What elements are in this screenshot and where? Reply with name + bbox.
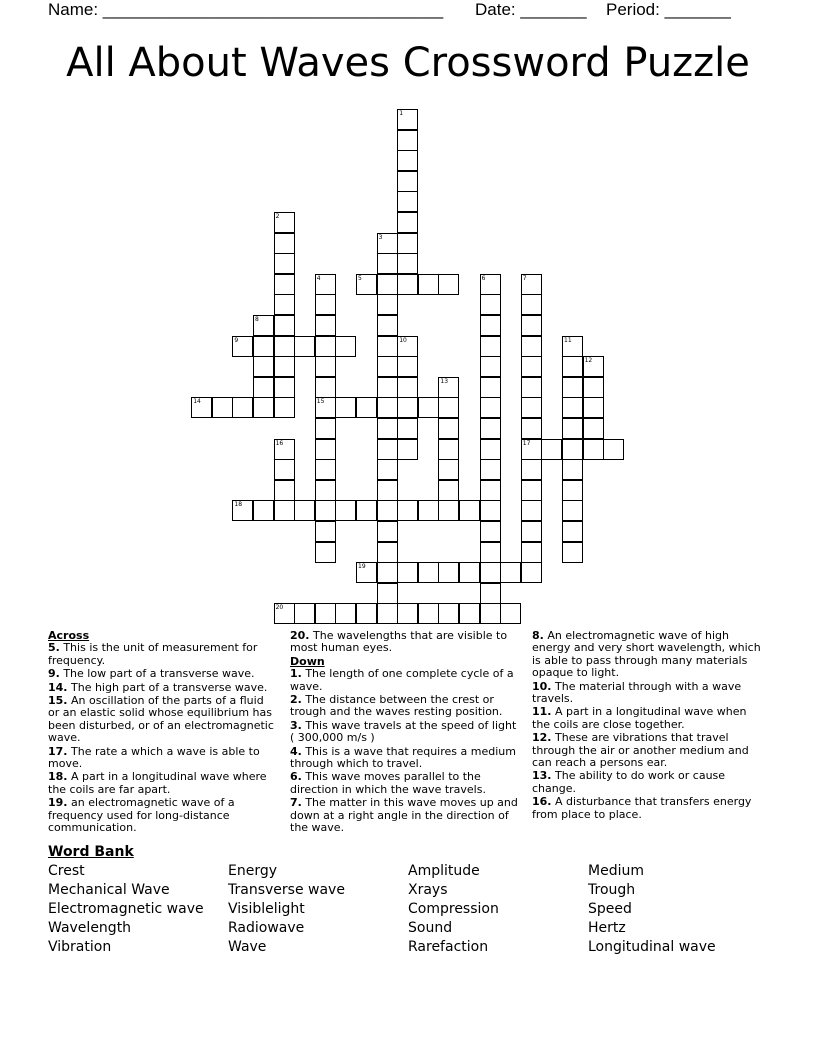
grid-cell[interactable] (335, 336, 356, 357)
word-bank-item: Wave (228, 939, 267, 955)
grid-cell[interactable] (377, 439, 398, 460)
grid-cell[interactable] (377, 397, 398, 418)
grid-cell[interactable] (562, 500, 583, 521)
grid-cell[interactable] (521, 418, 542, 439)
clue-number: 8 (255, 316, 259, 323)
grid-cell[interactable] (315, 480, 336, 501)
grid-cell[interactable] (480, 315, 501, 336)
grid-cell[interactable] (274, 233, 295, 254)
grid-cell[interactable] (521, 562, 542, 583)
period-label[interactable]: Period: _______ (606, 0, 731, 19)
grid-cell[interactable] (521, 397, 542, 418)
grid-cell[interactable] (377, 521, 398, 542)
clue-number: 4 (316, 274, 321, 282)
grid-cell[interactable] (274, 459, 295, 480)
clue-number: 12 (584, 357, 593, 365)
grid-cell[interactable] (438, 459, 459, 480)
clue-text: An electromagnetic wave of high energy and very short wavelength, which is able to pass through many materials opaque to light. (532, 629, 761, 680)
grid-cell[interactable] (480, 377, 501, 398)
word-bank-item: Energy (228, 863, 278, 879)
grid-cell[interactable] (480, 542, 501, 563)
word-bank-item: Rarefaction (408, 939, 489, 955)
grid-cell[interactable] (562, 356, 583, 377)
word-bank-item: Medium (588, 863, 644, 879)
grid-cell[interactable] (480, 356, 501, 377)
grid-cell[interactable] (377, 336, 398, 357)
grid-cell[interactable] (253, 315, 274, 336)
grid-cell[interactable] (480, 418, 501, 439)
clue-down-6 (290, 771, 522, 796)
clue-number-label: 13. (532, 769, 552, 783)
grid-cell[interactable] (377, 274, 398, 295)
clue-down-3 (290, 720, 522, 745)
grid-cell[interactable] (583, 356, 604, 377)
clue-down-8 (532, 630, 764, 680)
grid-cell[interactable] (562, 418, 583, 439)
grid-cell[interactable] (397, 233, 418, 254)
clue-text: A disturbance that transfers energy from place to place. (532, 795, 752, 821)
grid-cell[interactable] (377, 583, 398, 604)
grid-cell[interactable] (397, 336, 418, 357)
grid-cell[interactable] (438, 418, 459, 439)
grid-cell[interactable] (274, 274, 295, 295)
grid-cell[interactable] (480, 294, 501, 315)
across-heading: Across (48, 629, 90, 642)
grid-cell[interactable] (480, 583, 501, 604)
clue-number: 20 (275, 604, 284, 612)
grid-cell[interactable] (397, 500, 418, 521)
grid-cell[interactable] (253, 500, 274, 521)
grid-cell[interactable] (397, 171, 418, 192)
grid-cell[interactable] (480, 397, 501, 418)
clue-number: 6 (481, 274, 486, 282)
grid-cell[interactable] (438, 603, 459, 624)
grid-cell[interactable] (315, 294, 336, 315)
grid-cell[interactable] (397, 562, 418, 583)
grid-cell[interactable] (294, 603, 315, 624)
word-bank-item: Wavelength (48, 920, 132, 936)
grid-cell[interactable] (315, 418, 336, 439)
down-heading: Down (290, 654, 325, 668)
clue-text: an electromagnetic wave of a frequency used for long-distance communication. (48, 796, 235, 835)
grid-cell[interactable] (480, 500, 501, 521)
clue-across-20 (290, 630, 522, 655)
grid-cell[interactable] (274, 315, 295, 336)
clue-number: 9 (234, 336, 239, 344)
grid-cell[interactable] (232, 336, 253, 357)
word-bank-column (48, 862, 204, 957)
clue-across-14 (48, 682, 276, 694)
clue-number-label: 17. (48, 744, 68, 758)
clue-number-label: 1. (290, 667, 302, 681)
grid-cell[interactable] (274, 253, 295, 274)
clue-number-label: 14. (48, 680, 68, 694)
grid-cell[interactable] (480, 274, 501, 295)
grid-cell[interactable] (562, 336, 583, 357)
grid-cell[interactable] (274, 603, 295, 624)
clue-number: 5 (358, 274, 362, 282)
grid-cell[interactable] (294, 336, 315, 357)
grid-cell[interactable] (191, 397, 212, 418)
grid-cell[interactable] (315, 500, 336, 521)
grid-cell[interactable] (500, 562, 521, 583)
grid-cell[interactable] (603, 439, 624, 460)
clue-across-9 (48, 668, 276, 680)
clue-number: 19 (358, 563, 366, 571)
grid-cell[interactable] (315, 377, 336, 398)
clue-text: The high part of a transverse wave. (67, 680, 268, 694)
clue-number: 2 (275, 213, 280, 220)
clue-text: The distance between the crest or trough and the waves resting position. (290, 693, 503, 719)
word-bank-item: Crest (48, 863, 85, 879)
clue-text: A part in a longitudinal wave where the coils are far apart. (48, 770, 267, 796)
clue-number-label: 15. (48, 694, 68, 708)
grid-cell[interactable] (253, 336, 274, 357)
clue-number: 15 (316, 398, 325, 406)
clue-text: This is a wave that requires a medium through which to travel. (290, 744, 516, 771)
clue-across-19 (48, 797, 276, 834)
clue-number: 14 (193, 398, 201, 406)
grid-cell[interactable] (294, 500, 315, 521)
grid-cell[interactable] (438, 439, 459, 460)
grid-cell[interactable] (562, 542, 583, 563)
grid-cell[interactable] (397, 274, 418, 295)
clue-number: 18 (234, 501, 243, 509)
clue-text: An oscillation of the parts of a fluid or an elastic solid whose equilibrium has been disturbed, or of an electromagnetic wave. (48, 694, 274, 745)
clue-down-13 (532, 770, 764, 795)
word-bank-item: Visiblelight (228, 901, 305, 917)
grid-cell[interactable] (562, 397, 583, 418)
clue-number-label: 8. (532, 629, 544, 642)
word-bank-item: Hertz (588, 920, 626, 936)
grid-cell[interactable] (438, 377, 459, 398)
grid-cell[interactable] (418, 562, 439, 583)
grid-cell[interactable] (418, 603, 439, 624)
grid-cell[interactable] (583, 418, 604, 439)
grid-cell[interactable] (315, 439, 336, 460)
clue-number: 11 (564, 336, 572, 344)
grid-cell[interactable] (253, 377, 274, 398)
grid-cell[interactable] (377, 562, 398, 583)
clue-number: 1 (399, 110, 404, 117)
grid-cell[interactable] (253, 356, 274, 377)
grid-cell[interactable] (397, 212, 418, 233)
word-bank-item: Xrays (408, 882, 448, 898)
grid-cell[interactable] (274, 336, 295, 357)
clue-number: 16 (275, 439, 284, 447)
grid-cell[interactable] (315, 356, 336, 377)
clue-number-label: 20. (290, 629, 310, 642)
date-label[interactable]: Date: _______ (475, 0, 587, 19)
grid-cell[interactable] (459, 500, 480, 521)
grid-cell[interactable] (397, 377, 418, 398)
grid-cell[interactable] (315, 397, 336, 418)
grid-cell[interactable] (459, 603, 480, 624)
grid-cell[interactable] (397, 356, 418, 377)
clue-number-label: 11. (532, 705, 552, 719)
clue-number: 10 (399, 336, 407, 344)
clue-number: 7 (522, 274, 527, 282)
grid-cell[interactable] (521, 377, 542, 398)
grid-cell[interactable] (521, 294, 542, 315)
grid-cell[interactable] (438, 500, 459, 521)
grid-cell[interactable] (377, 377, 398, 398)
clue-number-label: 2. (290, 693, 302, 707)
grid-cell[interactable] (521, 336, 542, 357)
grid-cell[interactable] (356, 397, 377, 418)
grid-cell[interactable] (377, 459, 398, 480)
word-bank-column (228, 862, 345, 957)
grid-cell[interactable] (274, 356, 295, 377)
grid-cell[interactable] (418, 397, 439, 418)
grid-cell[interactable] (377, 500, 398, 521)
grid-cell[interactable] (397, 130, 418, 151)
clue-text: The length of one complete cycle of a wave. (290, 667, 514, 693)
word-bank-item: Speed (588, 901, 632, 917)
grid-cell[interactable] (274, 397, 295, 418)
clue-down-11 (532, 706, 764, 731)
grid-cell[interactable] (397, 418, 418, 439)
grid-cell[interactable] (377, 542, 398, 563)
clue-number-label: 4. (290, 744, 302, 758)
clue-down-16 (532, 796, 764, 821)
grid-cell[interactable] (480, 336, 501, 357)
clue-number-label: 9. (48, 667, 60, 681)
grid-cell[interactable] (315, 542, 336, 563)
clue-number-label: 6. (290, 770, 302, 784)
grid-cell[interactable] (356, 603, 377, 624)
grid-cell[interactable] (397, 191, 418, 212)
grid-cell[interactable] (397, 603, 418, 624)
grid-cell[interactable] (274, 480, 295, 501)
word-bank-item: Vibration (48, 939, 112, 955)
clue-number-label: 7. (290, 796, 302, 810)
grid-cell[interactable] (438, 397, 459, 418)
grid-cell[interactable] (438, 480, 459, 501)
clue-text: These are vibrations that travel through the air or another medium and can reach a persons ear. (532, 731, 749, 770)
grid-cell[interactable] (521, 356, 542, 377)
grid-cell[interactable] (480, 459, 501, 480)
clue-text: The material through with a wave travels. (532, 679, 742, 706)
grid-cell[interactable] (521, 500, 542, 521)
clue-number-label: 16. (532, 795, 552, 809)
grid-cell[interactable] (377, 603, 398, 624)
grid-cell[interactable] (335, 500, 356, 521)
grid-cell[interactable] (274, 212, 295, 233)
grid-cell[interactable] (521, 480, 542, 501)
word-bank-item: Transverse wave (228, 882, 345, 898)
grid-cell[interactable] (583, 439, 604, 460)
grid-cell[interactable] (315, 521, 336, 542)
word-bank-column (408, 862, 499, 957)
grid-cell[interactable] (274, 377, 295, 398)
grid-cell[interactable] (315, 336, 336, 357)
grid-cell[interactable] (583, 397, 604, 418)
grid-cell[interactable] (232, 500, 253, 521)
grid-cell[interactable] (418, 274, 439, 295)
name-label[interactable]: Name: ____________________________________ (48, 0, 444, 19)
grid-cell[interactable] (315, 274, 336, 295)
grid-cell[interactable] (315, 315, 336, 336)
clue-number-label: 10. (532, 679, 552, 693)
clue-across-5 (48, 642, 276, 667)
clue-number-label: 18. (48, 770, 68, 784)
grid-cell[interactable] (253, 397, 274, 418)
clue-text: The matter in this wave moves up and down at a right angle in the direction of the wave. (290, 796, 518, 835)
grid-cell[interactable] (438, 274, 459, 295)
grid-cell[interactable] (356, 274, 377, 295)
word-bank-item: Mechanical Wave (48, 882, 170, 898)
clue-number-label: 19. (48, 796, 68, 810)
grid-cell[interactable] (521, 274, 542, 295)
grid-cell[interactable] (562, 521, 583, 542)
clue-number-label: 3. (290, 718, 302, 732)
grid-cell[interactable] (562, 439, 583, 460)
clue-number: 17 (522, 439, 531, 447)
clue-text: The ability to do work or cause change. (532, 769, 726, 795)
clue-number-label: 12. (532, 731, 552, 745)
grid-cell[interactable] (356, 562, 377, 583)
word-bank-item: Compression (408, 901, 499, 917)
clue-number: 3 (378, 233, 383, 241)
word-bank-item: Amplitude (408, 863, 480, 879)
grid-cell[interactable] (438, 562, 459, 583)
word-bank-column (588, 862, 716, 957)
clue-text: This wave moves parallel to the direction in which the wave travels. (290, 770, 486, 796)
grid-cell[interactable] (562, 459, 583, 480)
clue-text: The rate a which a wave is able to move. (48, 744, 260, 771)
grid-cell[interactable] (562, 480, 583, 501)
clues-column-1 (48, 630, 276, 836)
grid-cell[interactable] (480, 439, 501, 460)
clue-text: This wave travels at the speed of light ( 300,000 m/s ) (290, 718, 517, 745)
clue-down-10 (532, 681, 764, 706)
grid-cell[interactable] (480, 562, 501, 583)
grid-cell[interactable] (541, 439, 562, 460)
word-bank-item: Trough (588, 882, 636, 898)
grid-cell[interactable] (356, 500, 377, 521)
clue-down-1 (290, 668, 522, 693)
grid-cell[interactable] (583, 377, 604, 398)
clue-across-15 (48, 695, 276, 745)
grid-cell[interactable] (212, 397, 233, 418)
word-bank-title: Word Bank (48, 844, 134, 860)
grid-cell[interactable] (397, 397, 418, 418)
grid-cell[interactable] (521, 521, 542, 542)
clue-text: This is the unit of measurement for frequency. (48, 641, 258, 667)
grid-cell[interactable] (397, 439, 418, 460)
page-title: All About Waves Crossword Puzzle (66, 40, 750, 86)
clue-down-4 (290, 746, 522, 771)
grid-cell[interactable] (459, 562, 480, 583)
clues-column-2 (290, 630, 522, 836)
word-bank-item: Radiowave (228, 920, 305, 936)
grid-cell[interactable] (397, 150, 418, 171)
grid-cell[interactable] (274, 500, 295, 521)
grid-cell[interactable] (418, 500, 439, 521)
grid-cell[interactable] (274, 439, 295, 460)
grid-cell[interactable] (500, 603, 521, 624)
clue-text: A part in a longitudinal wave when the coils are close together. (532, 705, 747, 731)
clue-number-label: 5. (48, 641, 60, 655)
grid-cell[interactable] (377, 418, 398, 439)
grid-cell[interactable] (521, 439, 542, 460)
clue-down-2 (290, 694, 522, 719)
grid-cell[interactable] (397, 253, 418, 274)
grid-cell[interactable] (521, 459, 542, 480)
grid-cell[interactable] (480, 603, 501, 624)
clue-down-12 (532, 732, 764, 769)
grid-cell[interactable] (377, 294, 398, 315)
grid-cell[interactable] (315, 459, 336, 480)
clue-text: The wavelengths that are visible to most human eyes. (290, 629, 508, 655)
clue-text: The low part of a transverse wave. (59, 667, 255, 681)
grid-cell[interactable] (335, 603, 356, 624)
word-bank-item: Electromagnetic wave (48, 901, 204, 917)
grid-cell[interactable] (315, 603, 336, 624)
grid-cell[interactable] (377, 480, 398, 501)
grid-cell[interactable] (397, 109, 418, 130)
word-bank-item: Sound (408, 920, 453, 936)
word-bank-item: Longitudinal wave (588, 939, 716, 955)
grid-cell[interactable] (521, 315, 542, 336)
grid-cell[interactable] (480, 521, 501, 542)
grid-cell[interactable] (232, 397, 253, 418)
grid-cell[interactable] (562, 377, 583, 398)
clue-across-18 (48, 771, 276, 796)
grid-cell[interactable] (335, 397, 356, 418)
clues-column-3 (532, 630, 764, 822)
clue-across-17 (48, 746, 276, 771)
grid-cell[interactable] (377, 356, 398, 377)
grid-cell[interactable] (480, 480, 501, 501)
grid-cell[interactable] (377, 233, 398, 254)
clue-down-7 (290, 797, 522, 834)
grid-cell[interactable] (521, 542, 542, 563)
grid-cell[interactable] (274, 294, 295, 315)
grid-cell[interactable] (377, 315, 398, 336)
clue-number: 13 (440, 377, 449, 385)
grid-cell[interactable] (377, 253, 398, 274)
